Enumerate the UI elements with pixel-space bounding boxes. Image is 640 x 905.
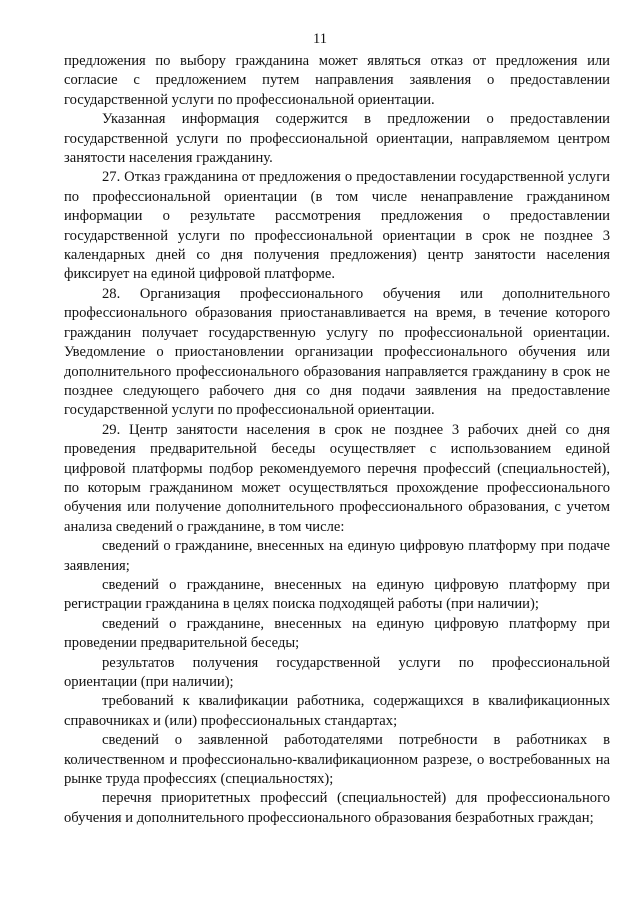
paragraph-clause-27: 27. Отказ гражданина от предложения о предоставлении государственной услуги по профессиональной ориентации (в том числе ненаправление гражданином информации о результате рассмотрения предложения о предоставлении государственной услуги по профессиональной ориентации в срок не позднее 3 календарных дней со дня получения предложения) центр занятости населения фиксирует на единой цифровой платформе.	[64, 169, 610, 283]
list-item-priority-professions: перечня приоритетных профессий (специальностей) для профессионального обучения и дополнительного профессионального образования безработных граждан;	[64, 790, 610, 826]
paragraph-clause-29: 29. Центр занятости населения в срок не позднее 3 рабочих дней со дня проведения предварительной беседы осуществляет с использованием единой цифровой платформы подбор рекомендуемого перечня профессий (специальностей), по которым гражданином может осуществляться прохождение профессионального обучения или получение дополнительного профессионального образования, с учетом анализа сведений о гражданине, в том числе:	[64, 421, 610, 535]
document-body	[64, 52, 610, 828]
list-item-qualification-requirements: требований к квалификации работника, содержащихся в квалификационных справочниках и (или) профессиональных стандартах;	[64, 693, 610, 729]
page-number: 11	[313, 31, 327, 47]
list-item-application-data: сведений о гражданине, внесенных на единую цифровую платформу при подаче заявления;	[64, 538, 610, 574]
paragraph-continuation: предложения по выбору гражданина может являться отказ от предложения или согласие с предложением путем направления заявления о предоставлении государственной услуги по профессиональной ориентации.	[64, 53, 610, 108]
list-item-orientation-results: результатов получения государственной услуги по профессиональной ориентации (при наличии);	[64, 654, 610, 690]
list-item-employer-demand: сведений о заявленной работодателями потребности в работниках в количественном и профессионально-квалификационном разрезе, о востребованных на рынке труда профессиях (специальностях);	[64, 732, 610, 788]
paragraph-info-note: Указанная информация содержится в предложении о предоставлении государственной услуги по профессиональной ориентации, направляемом центром занятости населения гражданину.	[64, 111, 610, 167]
paragraph-clause-28: 28. Организация профессионального обучения или дополнительного профессионального образования приостанавливается на время, в течение которого гражданин получает государственную услугу по профессиональной ориентации. Уведомление о приостановлении организации профессионального обучения или дополнительного профессионального образования направляется гражданину в срок не позднее следующего рабочего дня со дня подачи заявления на предоставление государственной услуги по профессиональной ориентации.	[64, 285, 610, 419]
list-item-interview-data: сведений о гражданине, внесенных на единую цифровую платформу при проведении предварительной беседы;	[64, 615, 610, 652]
list-item-registration-data: сведений о гражданине, внесенных на единую цифровую платформу при регистрации гражданина в целях поиска подходящей работы (при наличии);	[64, 576, 610, 613]
